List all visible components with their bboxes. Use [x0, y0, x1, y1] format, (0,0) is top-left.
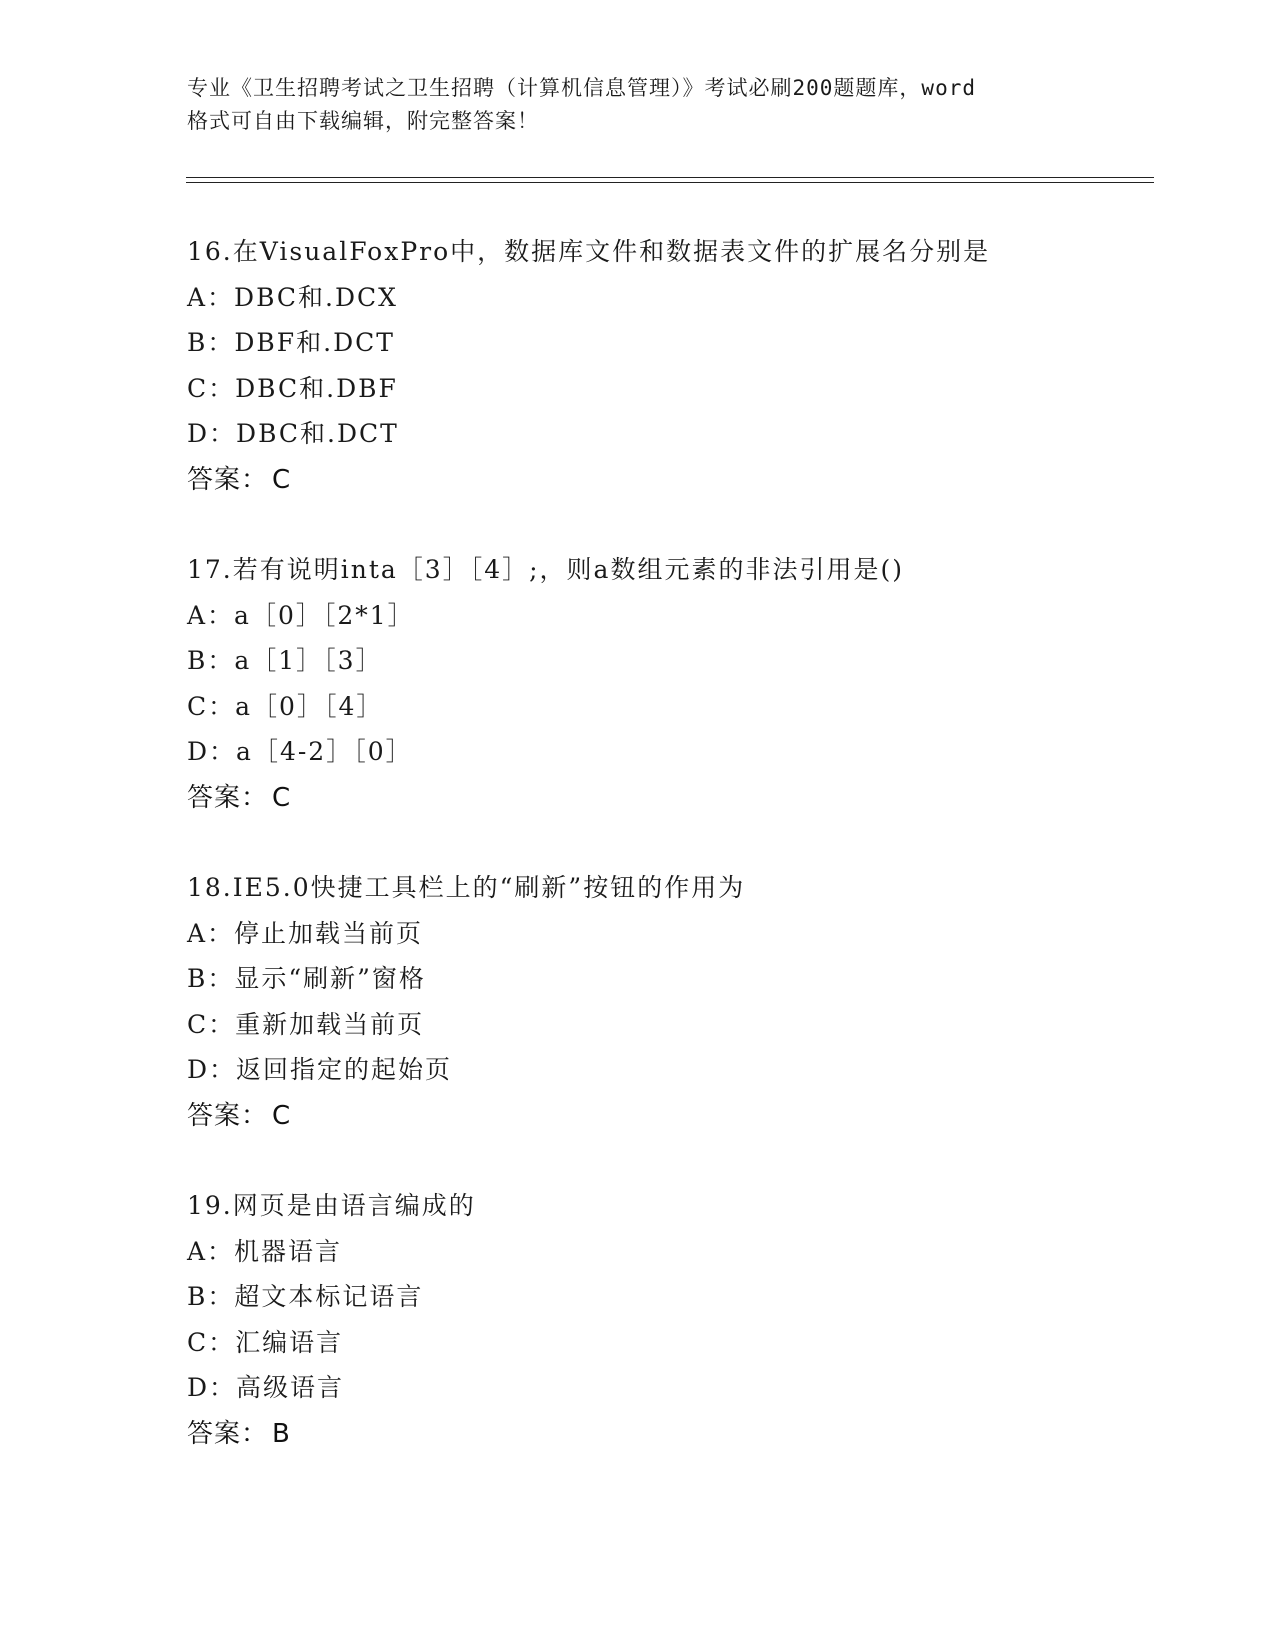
- option-b: B：DBF和.DCT: [187, 328, 395, 357]
- option-a: A：a［0］［2*1］: [187, 600, 415, 630]
- question-stem: 18.IE5.0快捷工具栏上的“刷新”按钮的作用为: [187, 873, 746, 902]
- option-c: C：a［0］［4］: [187, 691, 384, 721]
- option-d: D：a［4-2］［0］: [187, 737, 413, 766]
- answer-label: 答案：: [187, 782, 269, 813]
- answer-value: C: [272, 782, 292, 813]
- question-16: [187, 229, 1187, 503]
- question-stem: 19.网页是由语言编成的: [187, 1191, 476, 1220]
- question-stem: 16.在VisualFoxPro中，数据库文件和数据表文件的扩展名分别是: [187, 237, 991, 266]
- option-a: A：停止加载当前页: [187, 918, 424, 948]
- header-divider-bottom: [186, 182, 1154, 183]
- question-stem: 17.若有说明inta［3］［4］;，则a数组元素的非法引用是(): [187, 555, 904, 584]
- answer-line: [187, 1411, 1187, 1457]
- option-a: A：DBC和.DCX: [187, 282, 398, 312]
- answer-line: [187, 775, 1187, 821]
- option-a: A：机器语言: [187, 1236, 343, 1266]
- answer-label: 答案：: [187, 1100, 269, 1131]
- question-19: [187, 1183, 1187, 1457]
- answer-line: [187, 1093, 1187, 1139]
- option-b: B：显示“刷新”窗格: [187, 964, 426, 993]
- answer-value: C: [272, 1100, 292, 1131]
- answer-label: 答案：: [187, 1418, 269, 1449]
- answer-label: 答案：: [187, 464, 269, 495]
- option-d: D：高级语言: [187, 1373, 345, 1402]
- document-header: [187, 72, 1087, 138]
- question-18: [187, 865, 1187, 1139]
- question-17: [187, 547, 1187, 821]
- answer-line: [187, 457, 1187, 503]
- header-line-2: 格式可自由下载编辑，附完整答案！: [187, 109, 539, 133]
- option-d: D：DBC和.DCT: [187, 419, 399, 448]
- answer-value: C: [272, 464, 292, 495]
- option-c: C：汇编语言: [187, 1327, 344, 1357]
- option-b: B：超文本标记语言: [187, 1282, 424, 1311]
- option-c: C：重新加载当前页: [187, 1009, 425, 1039]
- header-line-1: 专业《卫生招聘考试之卫生招聘（计算机信息管理）》考试必刷200题题库，word: [187, 76, 976, 100]
- option-d: D：返回指定的起始页: [187, 1055, 453, 1084]
- option-b: B：a［1］［3］: [187, 646, 383, 675]
- answer-value: B: [272, 1418, 291, 1449]
- option-c: C：DBC和.DBF: [187, 373, 398, 403]
- header-divider-top: [186, 177, 1154, 178]
